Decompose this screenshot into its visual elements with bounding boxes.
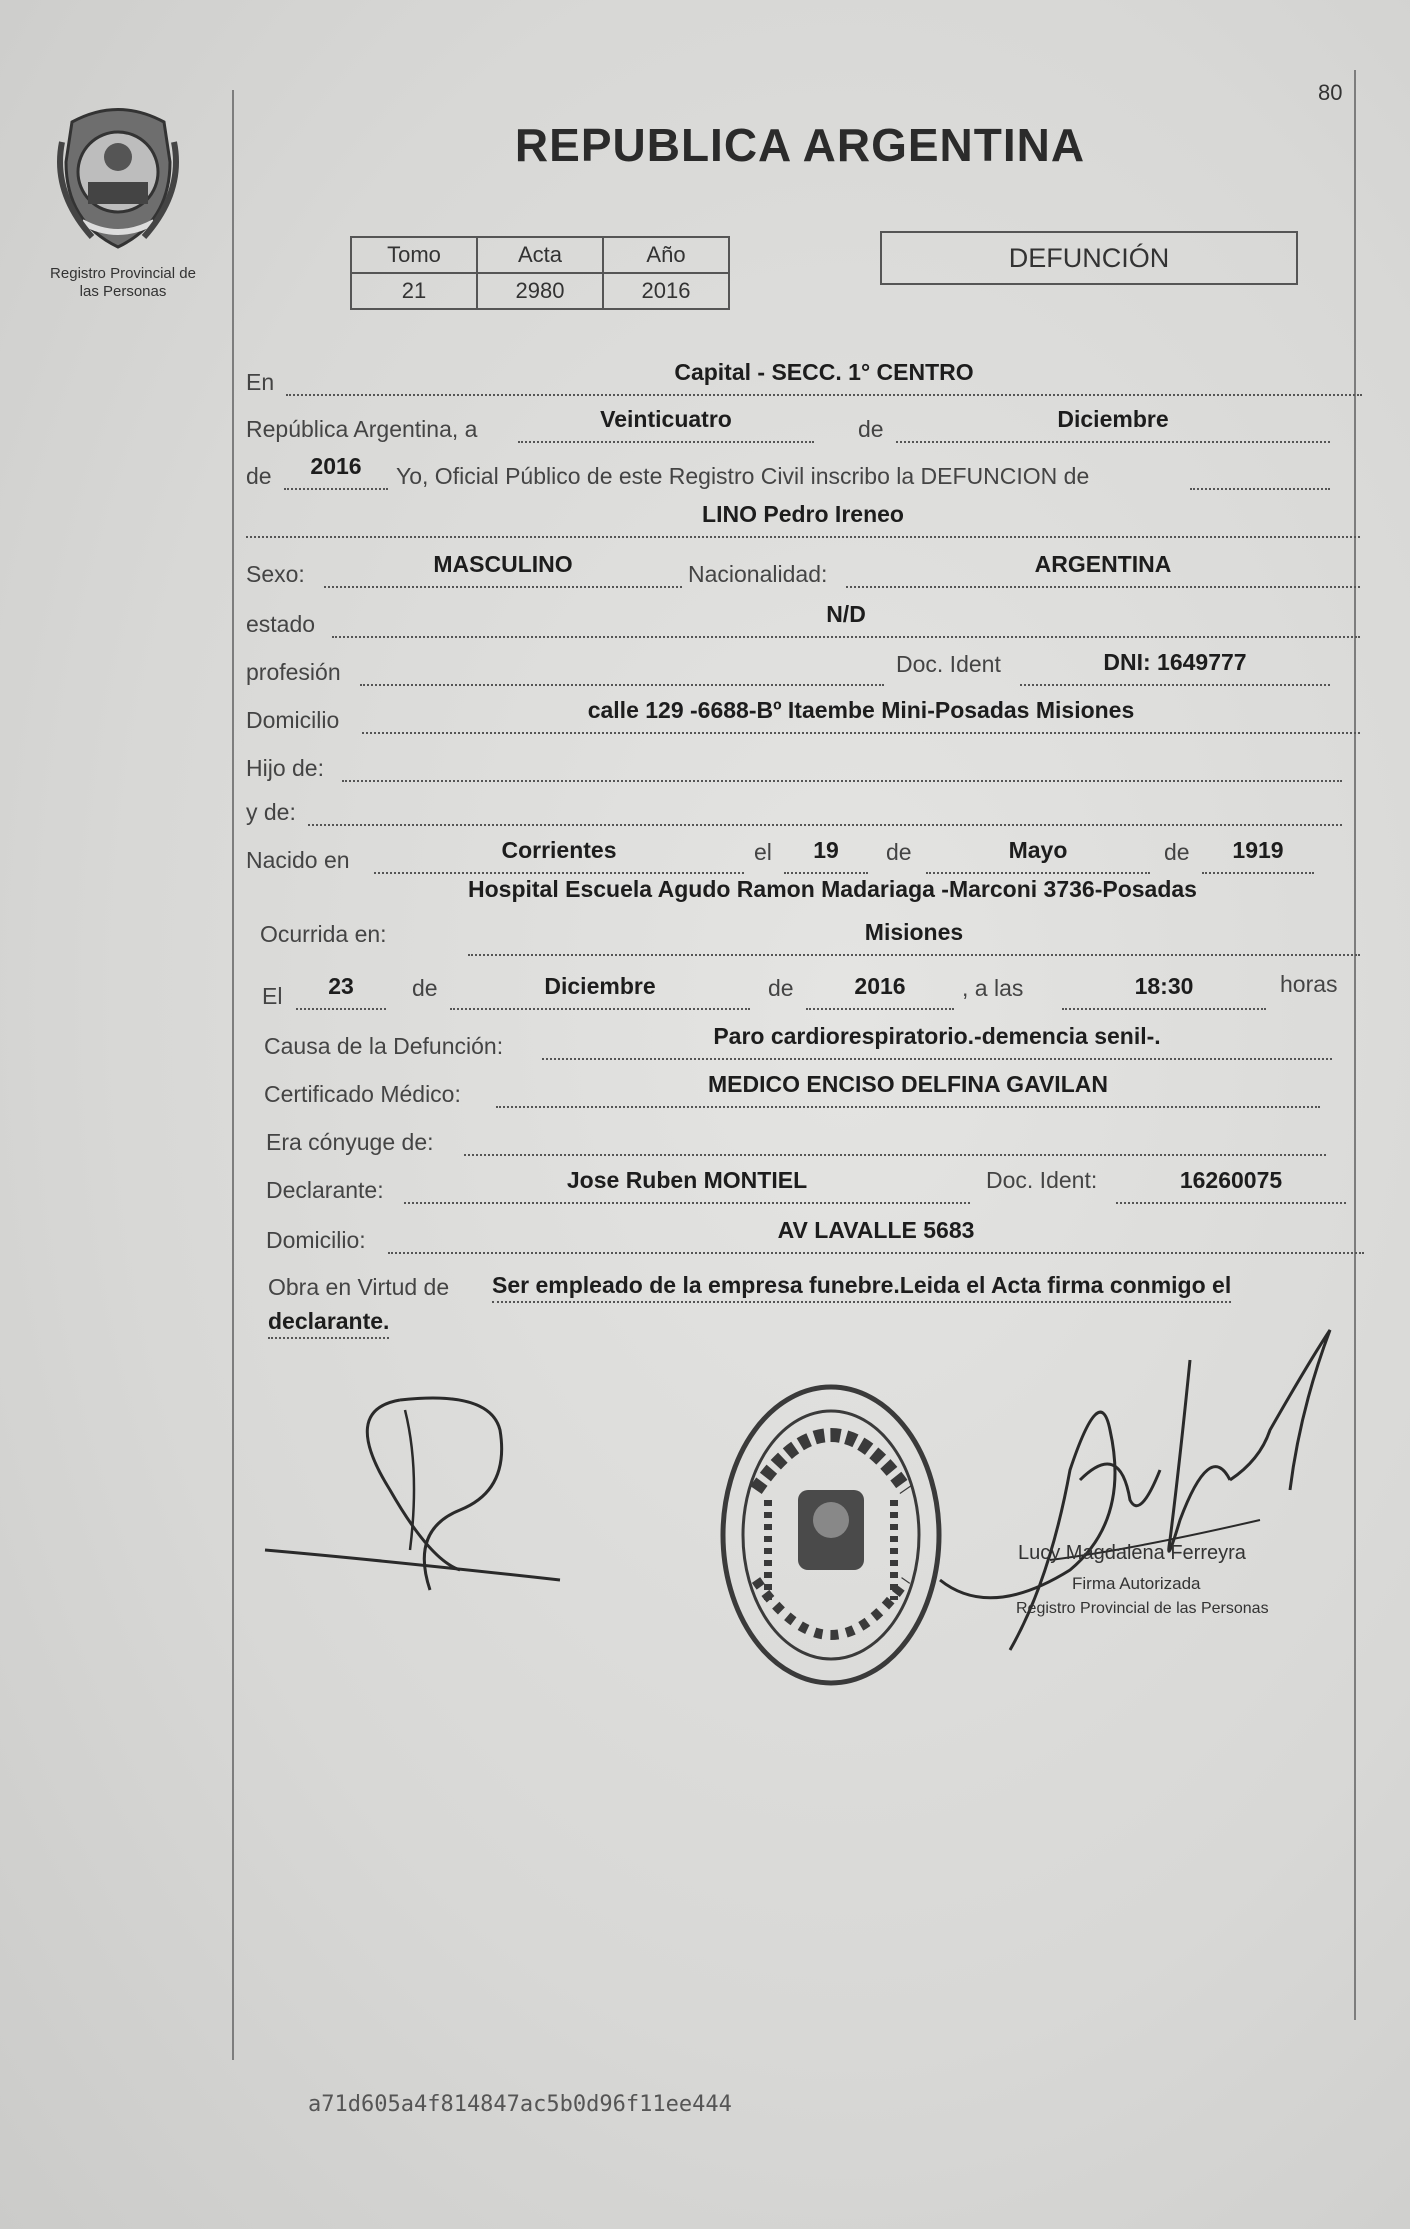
obra-value: Ser empleado de la empresa funebre.Leida el Acta firma conmigo el: [492, 1272, 1231, 1303]
birth-year-value: 1919: [1232, 837, 1284, 863]
field-republica: República Argentina, a Veinticuatro de Diciembre: [246, 405, 1350, 445]
record-type-box: DEFUNCIÓN: [880, 231, 1298, 285]
provincia-misiones-crest-icon: [52, 102, 184, 252]
page-title: REPUBLICA ARGENTINA: [514, 119, 1086, 171]
nacionalidad-value: ARGENTINA: [1034, 551, 1172, 577]
death-day-value: 23: [328, 973, 354, 999]
field-estado: estado N/D: [246, 600, 1350, 640]
book-reference-table: [350, 236, 730, 310]
field-profesion: profesión Doc. Ident DNI: 1649777: [246, 648, 1350, 688]
official-name: Lucy Magdalena Ferreyra: [1018, 1542, 1246, 1564]
estado-value: N/D: [826, 601, 866, 627]
col-header-tomo: Tomo: [351, 237, 477, 273]
deceased-name-value: LINO Pedro Ireneo: [702, 501, 904, 527]
field-obra: Obra en Virtud de Ser empleado de la empresa funebre.Leida el Acta firma conmigo el declarante.: [246, 1262, 1360, 1342]
registry-name: Registro Provincial de las Personas: [50, 265, 196, 300]
field-hijo-de: Hijo de:: [246, 744, 1350, 784]
day-text-value: Veinticuatro: [600, 406, 732, 432]
field-ocurrida: Ocurrida en: Hospital Escuela Agudo Ramon Madariaga -Marconi 3736-Posadas Misiones: [246, 872, 1350, 956]
field-domicilio: Domicilio calle 129 -6688-Bº Itaembe Mini-Posadas Misiones: [246, 696, 1350, 736]
official-organization: Registro Provincial de las Personas: [1016, 1600, 1269, 1617]
year-value: 2016: [310, 453, 362, 479]
field-fecha-defuncion: El 23 de Diciembre de 2016 , a las 18:30 horas: [262, 971, 1338, 1009]
cell-acta: 2980: [477, 273, 603, 309]
en-value: Capital - SECC. 1° CENTRO: [674, 359, 974, 385]
field-en: En Capital - SECC. 1° CENTRO: [246, 358, 1350, 398]
dni-value: DNI: 1649777: [1103, 649, 1247, 675]
death-year-value: 2016: [854, 973, 906, 999]
month-value: Diciembre: [1057, 406, 1169, 432]
left-margin-line: [232, 90, 234, 2060]
official-round-seal-icon: [716, 1380, 946, 1690]
domicilio-declarante-value: AV LAVALLE 5683: [777, 1217, 975, 1243]
sexo-value: MASCULINO: [433, 551, 573, 577]
col-header-acta: Acta: [477, 237, 603, 273]
field-nacido: Nacido en Corrientes el 19 de Mayo de 1919: [246, 836, 1350, 876]
certificado-value: MEDICO ENCISO DELFINA GAVILAN: [708, 1071, 1108, 1097]
causa-value: Paro cardiorespiratorio.-demencia senil-.: [713, 1023, 1161, 1049]
cell-ano: 2016: [603, 273, 729, 309]
page-number: 80: [1318, 80, 1343, 105]
declarante-doc-value: 16260075: [1179, 1167, 1283, 1193]
field-causa: Causa de la Defunción: Paro cardiorespiratorio.-demencia senil-.: [246, 1022, 1350, 1062]
col-header-ano: Año: [603, 237, 729, 273]
document-hash: a71d605a4f814847ac5b0d96f11ee444: [308, 2092, 732, 2117]
death-month-value: Diciembre: [544, 973, 656, 999]
cell-tomo: 21: [351, 273, 477, 309]
handwritten-signature-icon: [260, 1370, 580, 1600]
field-deceased-name: [246, 500, 1350, 540]
ocurrida-value-line2: Misiones: [864, 919, 964, 945]
field-conyuge: Era cónyuge de:: [246, 1118, 1350, 1158]
field-certificado: Certificado Médico: MEDICO ENCISO DELFINA GAVILAN: [246, 1070, 1350, 1110]
birth-month-value: Mayo: [1008, 837, 1068, 863]
field-year-line: de 2016 Yo, Oficial Público de este Registro Civil inscribo la DEFUNCION de: [246, 452, 1350, 492]
field-domicilio-declarante: Domicilio: AV LAVALLE 5683: [246, 1216, 1350, 1256]
official-signature-icon: [930, 1320, 1350, 1700]
birth-place-value: Corrientes: [501, 837, 617, 863]
declarante-value: Jose Ruben MONTIEL: [566, 1167, 808, 1193]
field-y-de: y de:: [246, 788, 1350, 828]
obra-value-line2: declarante.: [268, 1308, 389, 1339]
ocurrida-value-line1: Hospital Escuela Agudo Ramon Madariaga -Marconi 3736-Posadas: [468, 876, 1197, 902]
official-title: Firma Autorizada: [1072, 1574, 1201, 1593]
birth-day-value: 19: [813, 837, 839, 863]
domicilio-value: calle 129 -6688-Bº Itaembe Mini-Posadas Misiones: [587, 697, 1135, 723]
field-declarante: Declarante: Jose Ruben MONTIEL Doc. Ident: 16260075: [246, 1166, 1350, 1206]
death-time-value: 18:30: [1134, 973, 1194, 999]
field-sexo: Sexo: MASCULINO Nacionalidad: ARGENTINA: [246, 550, 1350, 590]
